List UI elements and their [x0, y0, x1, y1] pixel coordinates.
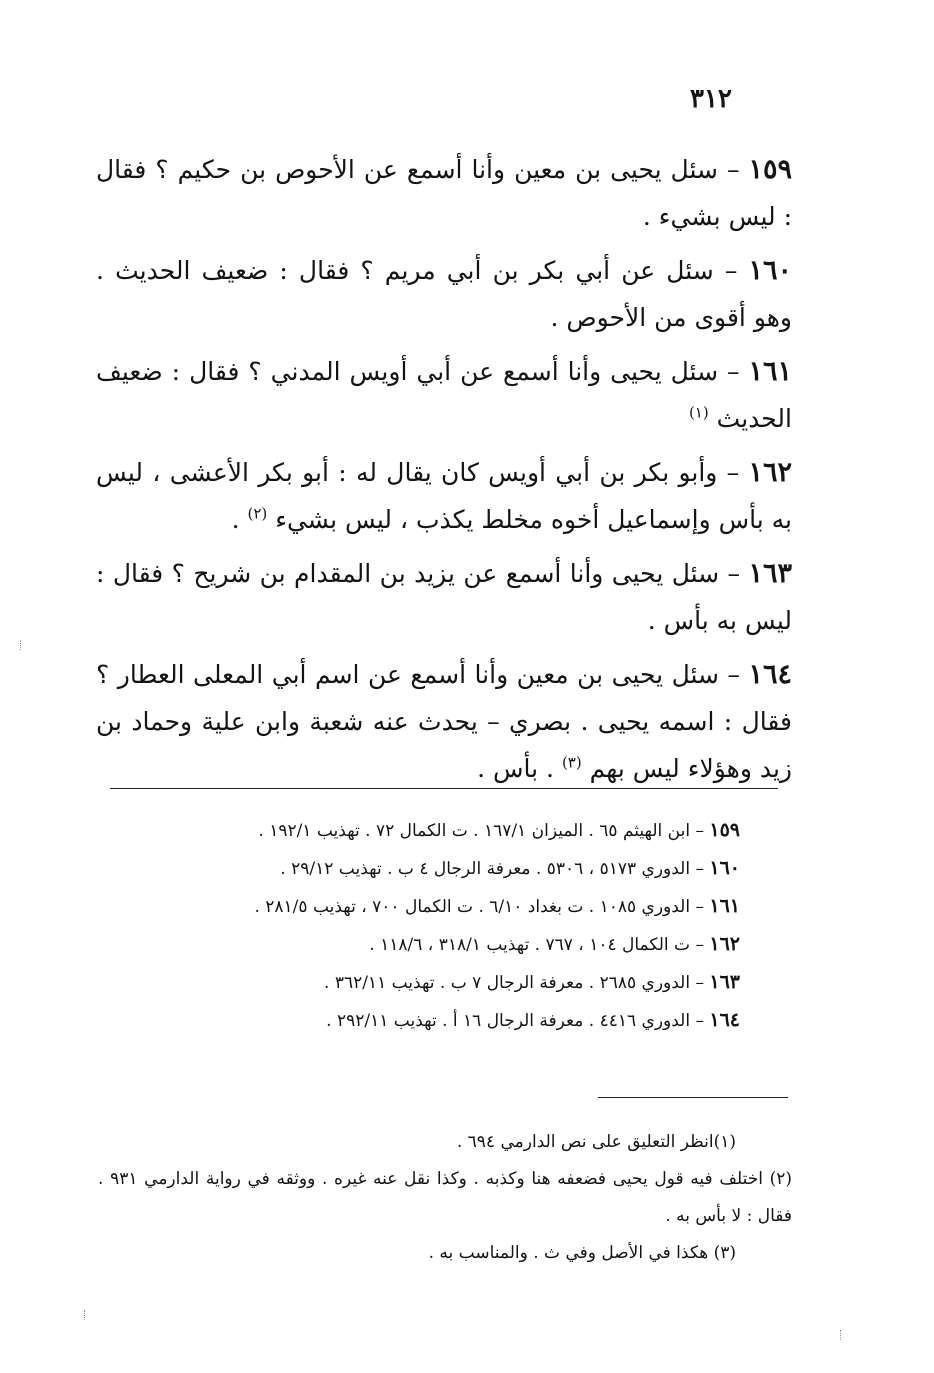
- entry-text: – سئل يحيى وأنا أسمع عن أبي أويس المدني ؟ فقال : ضعيف الحديث: [96, 357, 792, 433]
- entry-number: ١٦٤: [748, 659, 792, 690]
- reference-number: ١٦١: [709, 895, 740, 917]
- reference-text: – الدوري ١٠٨٥ . ت بغداد ٦/١٠ . ت الكمال ٧٠٠ ، تهذيب ٢٨١/٥ .: [254, 897, 710, 917]
- reference-text: – ابن الهيثم ٦٥ . الميزان ١٦٧/١ . ت الكمال ٧٢ . تهذيب ١٩٢/١ .: [258, 821, 710, 841]
- scan-speck: [20, 640, 22, 650]
- entry-162: [96, 449, 792, 543]
- reference-number: ١٦٠: [709, 857, 740, 879]
- reference-text: – الدوري ٥١٧٣ ، ٥٣٠٦ . معرفة الرجال ٤ ب . تهذيب ٢٩/١٢ .: [280, 859, 710, 879]
- entry-number: ١٥٩: [748, 154, 792, 185]
- entry-text: – وأبو بكر بن أبي أويس كان يقال له : أبو بكر الأعشى ، ليس به بأس وإسماعيل أخوه مخلط يكذب ، ليس بشيء: [96, 458, 792, 534]
- footnotes-divider: [598, 1097, 788, 1098]
- reference-159: [100, 812, 740, 850]
- reference-163: [100, 964, 740, 1002]
- entry-160: [96, 247, 792, 341]
- scan-speck: [840, 1330, 842, 1340]
- page-number: ٣١٢: [690, 84, 732, 114]
- footnote-marker-3[interactable]: (٣): [561, 753, 582, 772]
- footnote-2: (٢) اختلف فيه قول يحيى فضعفه هنا وكذبه . وكذا نقل عنه غيره . ووثقه في رواية الدارمي ٩٣١ . فقال : لا بأس به .: [98, 1169, 793, 1226]
- references-divider: [110, 788, 778, 789]
- references-block: [100, 812, 740, 1040]
- entry-164: [96, 651, 792, 792]
- reference-number: ١٦٢: [709, 933, 740, 955]
- reference-164: [100, 1002, 740, 1040]
- entry-number: ١٦٢: [748, 457, 792, 488]
- entry-number: ١٦٣: [748, 558, 792, 589]
- entry-text-end: .: [231, 505, 248, 534]
- reference-number: ١٥٩: [709, 819, 740, 841]
- footnote-marker-2[interactable]: (٢): [247, 504, 268, 523]
- reference-number: ١٦٤: [709, 1009, 740, 1031]
- entries-body: [96, 146, 792, 799]
- footnote-3: (٣) هكذا في الأصل وفي ث . والمناسب به .: [428, 1243, 736, 1263]
- entry-number: ١٦١: [748, 356, 792, 387]
- footnotes-block: [98, 1124, 792, 1272]
- reference-text: – الدوري ٢٦٨٥ . معرفة الرجال ٧ ب . تهذيب ٣٦٢/١١ .: [324, 973, 710, 993]
- footnote-1: (١)انظر التعليق على نص الدارمي ٦٩٤ .: [456, 1132, 736, 1152]
- scan-speck: [84, 1310, 86, 1320]
- reference-text: – الدوري ٤٤١٦ . معرفة الرجال ١٦ أ . تهذيب ٢٩٢/١١ .: [326, 1011, 710, 1031]
- entry-text: – سئل يحيى بن معين وأنا أسمع عن اسم أبي المعلى العطار ؟ فقال : اسمه يحيى . بصري – يحدث عنه شعبة وابن علية وحماد بن زيد وهؤلاء ليس بهم: [96, 660, 792, 783]
- entry-text: – سئل يحيى وأنا أسمع عن يزيد بن المقدام بن شريح ؟ فقال : ليس به بأس .: [96, 559, 792, 635]
- entry-163: [96, 550, 792, 644]
- entry-text-end: . بأس .: [477, 754, 562, 783]
- reference-number: ١٦٣: [709, 971, 740, 993]
- reference-160: [100, 850, 740, 888]
- entry-161: [96, 348, 792, 442]
- entry-text: – سئل يحيى بن معين وأنا أسمع عن الأحوص بن حكيم ؟ فقال : ليس بشيء .: [96, 155, 792, 231]
- reference-162: [100, 926, 740, 964]
- footnote-marker-1[interactable]: (١): [688, 403, 709, 422]
- entry-text: – سئل عن أبي بكر بن أبي مريم ؟ فقال : ضعيف الحديث . وهو أقوى من الأحوص .: [96, 256, 792, 332]
- reference-161: [100, 888, 740, 926]
- entry-number: ١٦٠: [748, 255, 792, 286]
- entry-159: [96, 146, 792, 240]
- reference-text: – ت الكمال ١٠٤ ، ٧٦٧ . تهذيب ٣١٨/١ ، ١١٨/٦ .: [369, 935, 710, 955]
